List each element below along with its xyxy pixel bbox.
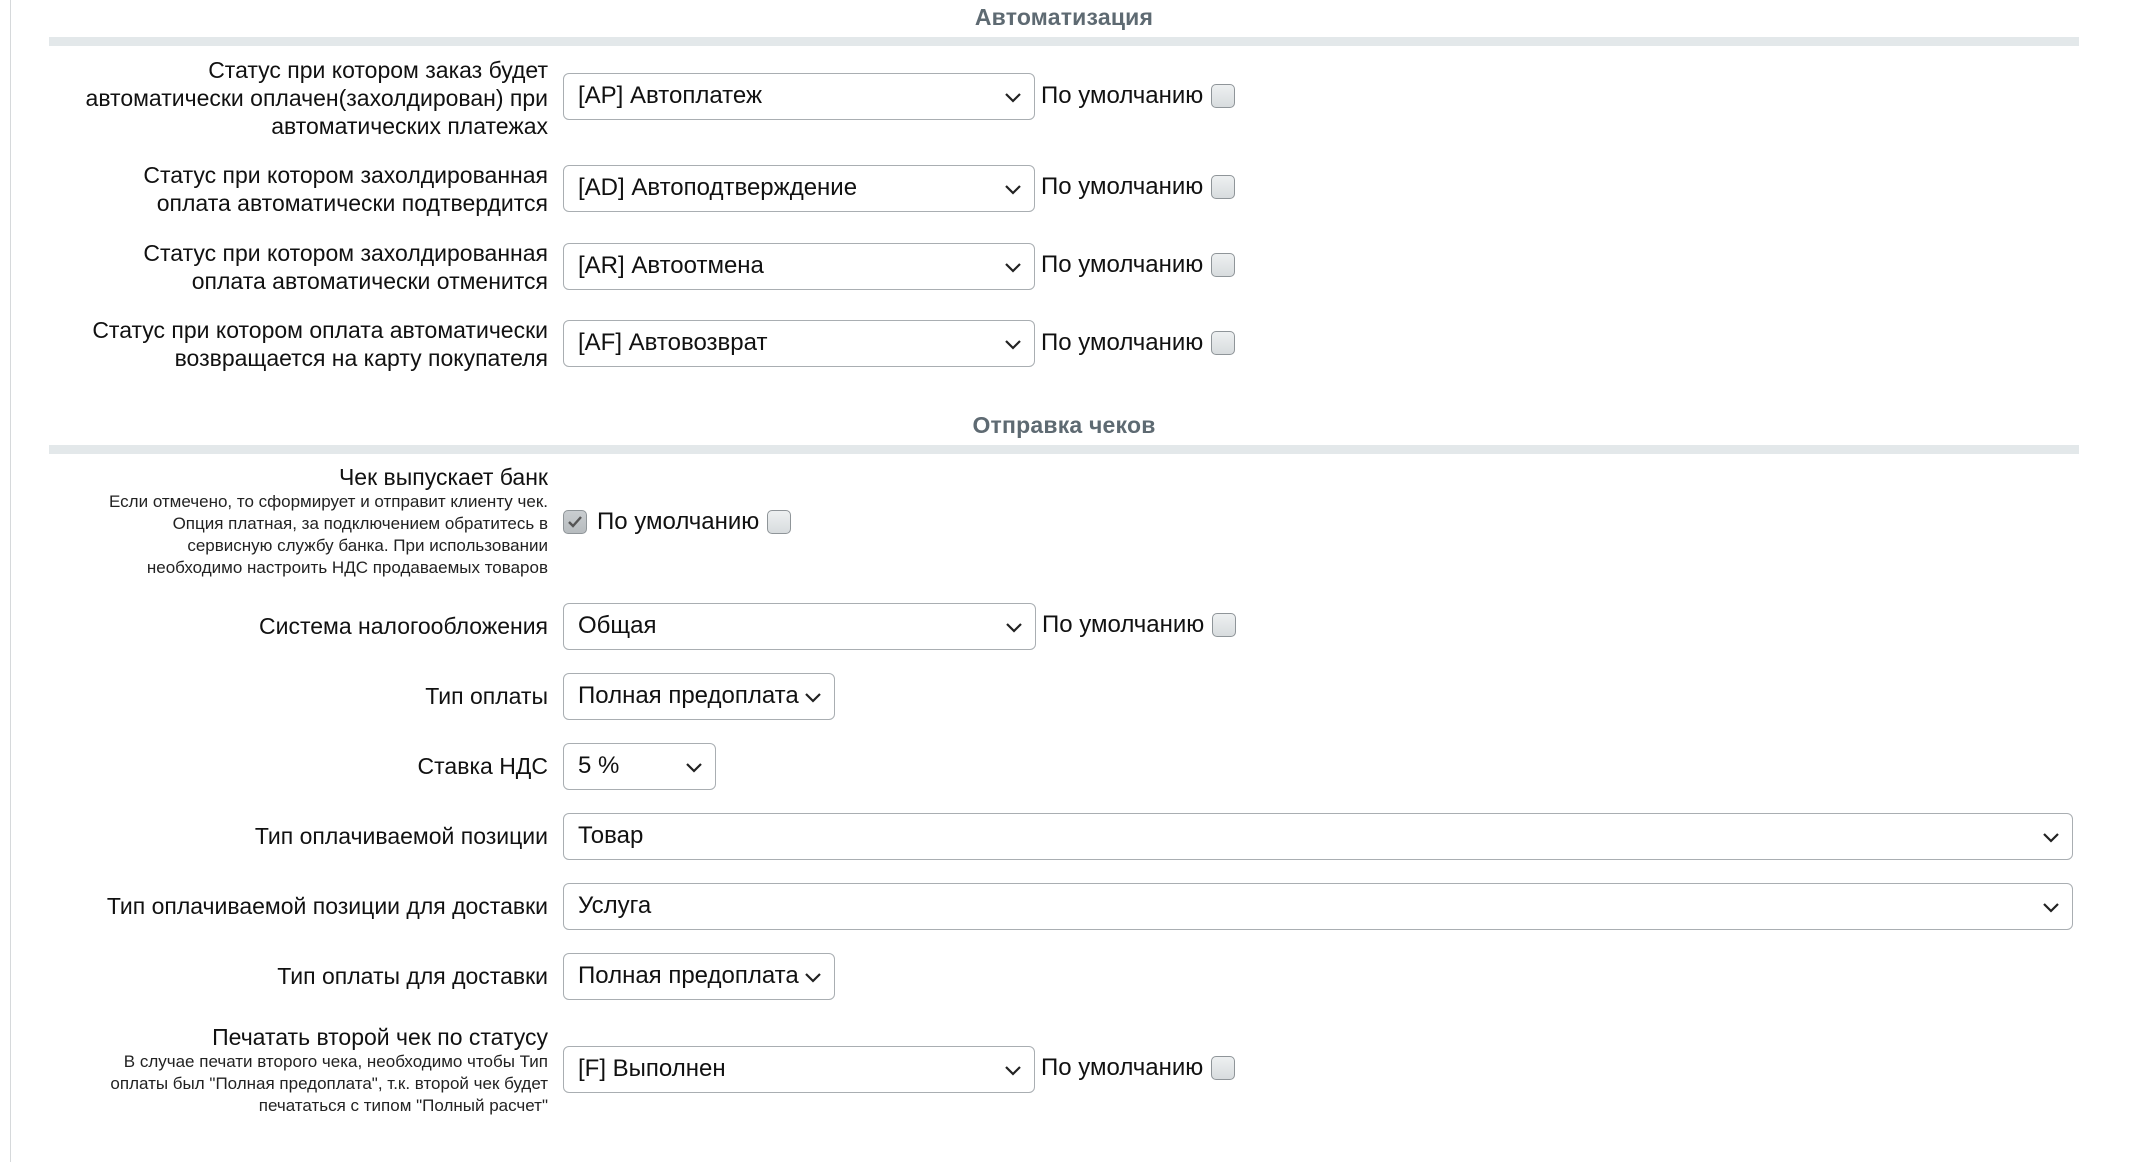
label-tax-system xyxy=(259,612,548,640)
default-label: По умолчанию xyxy=(1041,251,1204,278)
autopay-status-select[interactable] xyxy=(563,73,1035,120)
section-divider-receipts xyxy=(49,445,2079,454)
default-label: По умолчанию xyxy=(1041,329,1204,356)
label-line: Чек выпускает банк xyxy=(338,464,548,490)
chevron-down-icon xyxy=(1005,618,1023,636)
label-line: Система налогообложения xyxy=(259,613,548,639)
payment-type-select[interactable] xyxy=(563,673,835,720)
default-label: По умолчанию xyxy=(597,508,760,535)
select-value: Общая xyxy=(578,612,657,639)
default-second-receipt-checkbox[interactable] xyxy=(1211,1056,1235,1080)
chevron-down-icon xyxy=(1004,1061,1022,1079)
chevron-down-icon xyxy=(1004,88,1022,106)
section-divider-automation xyxy=(49,37,2079,46)
select-value: Услуга xyxy=(578,892,652,919)
default-label: По умолчанию xyxy=(1041,173,1204,200)
select-value: [AP] Автоплатеж xyxy=(578,82,762,109)
label-line: Статус при котором захолдированная xyxy=(143,162,548,188)
label-line: Ставка НДС xyxy=(417,753,548,779)
label-line: оплата автоматически подтвердится xyxy=(156,190,548,216)
autorefund-status-select[interactable] xyxy=(563,320,1035,367)
item-type-select[interactable] xyxy=(563,813,2073,860)
delivery-payment-type-select[interactable] xyxy=(563,953,835,1000)
label-line: Тип оплачиваемой позиции для доставки xyxy=(106,893,548,919)
default-autorefund xyxy=(1041,329,1235,357)
default-autocancel xyxy=(1041,251,1235,279)
autocancel-status-select[interactable] xyxy=(563,243,1035,290)
default-autoconfirm-checkbox[interactable] xyxy=(1211,175,1235,199)
label-payment-type xyxy=(425,682,548,710)
hint-line: сервисную службу банка. При использовании xyxy=(187,536,548,555)
label-line: Тип оплачиваемой позиции xyxy=(254,823,548,849)
hint-line: В случае печати второго чека, необходимо чтобы Тип xyxy=(123,1052,548,1071)
label-line: Тип оплаты для доставки xyxy=(277,963,548,989)
select-value: [AF] Автовозврат xyxy=(578,329,768,356)
default-autopay-checkbox[interactable] xyxy=(1211,84,1235,108)
delivery-item-type-select[interactable] xyxy=(563,883,2073,930)
default-label: По умолчанию xyxy=(1042,611,1205,638)
check-icon xyxy=(566,513,584,531)
left-border xyxy=(10,0,11,1162)
chevron-down-icon xyxy=(685,758,703,776)
label-vat-rate xyxy=(418,752,548,780)
section-title-receipts: Отправка чеков xyxy=(972,412,1156,438)
label-line: оплата автоматически отменится xyxy=(191,268,548,294)
default-second-receipt xyxy=(1041,1054,1235,1082)
vat-rate-select[interactable] xyxy=(563,743,716,790)
label-line: Печатать второй чек по статусу xyxy=(212,1024,548,1050)
chevron-down-icon xyxy=(804,968,822,986)
bank-receipt-controls xyxy=(563,508,791,536)
chevron-down-icon xyxy=(2042,898,2060,916)
autoconfirm-status-select[interactable] xyxy=(563,165,1035,212)
default-bank-receipt-checkbox[interactable] xyxy=(767,510,791,534)
default-tax-system xyxy=(1042,611,1236,639)
select-value: Полная предоплата xyxy=(578,682,799,709)
label-autocancel-status xyxy=(143,239,548,295)
chevron-down-icon xyxy=(1004,180,1022,198)
select-value: Полная предоплата xyxy=(578,962,799,989)
default-autocancel-checkbox[interactable] xyxy=(1211,253,1235,277)
section-title-automation: Автоматизация xyxy=(974,4,1154,30)
label-line: Тип оплаты xyxy=(425,683,548,709)
label-item-type xyxy=(255,822,548,850)
select-value: [F] Выполнен xyxy=(578,1055,726,1082)
bank-receipt-checkbox[interactable] xyxy=(563,510,587,534)
chevron-down-icon xyxy=(804,688,822,706)
chevron-down-icon xyxy=(2042,828,2060,846)
label-line: автоматически оплачен(захолдирован) при xyxy=(85,85,548,111)
label-delivery-item-type xyxy=(107,892,548,920)
label-autorefund-status xyxy=(92,316,548,372)
label-autopay-status xyxy=(86,56,548,140)
label-bank-receipt xyxy=(109,463,548,579)
label-line: автоматических платежах xyxy=(271,113,548,139)
chevron-down-icon xyxy=(1004,258,1022,276)
select-value: Товар xyxy=(578,822,644,849)
default-autorefund-checkbox[interactable] xyxy=(1211,331,1235,355)
hint-line: печататься с типом "Полный расчет" xyxy=(258,1096,548,1115)
hint-line: оплаты был "Полная предоплата", т.к. второй чек будет xyxy=(110,1074,548,1093)
second-receipt-status-select[interactable] xyxy=(563,1046,1035,1093)
default-tax-system-checkbox[interactable] xyxy=(1212,613,1236,637)
label-delivery-payment-type xyxy=(277,962,548,990)
hint-line: Если отмечено, то сформирует и отправит клиенту чек. xyxy=(109,492,548,511)
default-autopay xyxy=(1041,82,1235,110)
hint-line: необходимо настроить НДС продаваемых товаров xyxy=(146,558,548,577)
default-autoconfirm xyxy=(1041,173,1235,201)
select-value: 5 % xyxy=(578,752,620,779)
hint-line: Опция платная, за подключением обратитесь в xyxy=(172,514,548,533)
label-autoconfirm-status xyxy=(143,161,548,217)
label-line: Статус при котором заказ будет xyxy=(208,57,548,83)
select-value: [AD] Автоподтверждение xyxy=(578,174,858,201)
label-line: возвращается на карту покупателя xyxy=(174,345,548,371)
chevron-down-icon xyxy=(1004,335,1022,353)
label-line: Статус при котором оплата автоматически xyxy=(92,317,548,343)
label-second-receipt xyxy=(110,1023,548,1117)
select-value: [AR] Автоотмена xyxy=(578,252,764,279)
tax-system-select[interactable] xyxy=(563,603,1036,650)
label-line: Статус при котором захолдированная xyxy=(143,240,548,266)
default-label: По умолчанию xyxy=(1041,1054,1204,1081)
default-label: По умолчанию xyxy=(1041,82,1204,109)
